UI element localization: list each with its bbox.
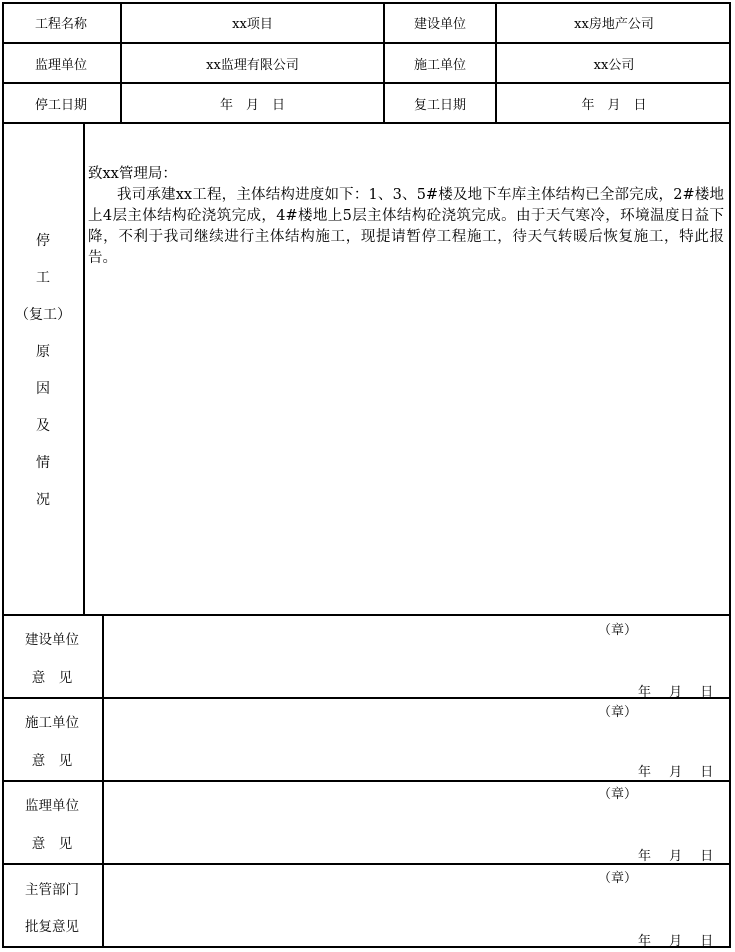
builder-opinion-label: 建设单位 (25, 632, 79, 648)
row-divider (2, 122, 731, 124)
authority-opinion-label: 主管部门 (25, 882, 79, 898)
builder-label: 建设单位 (413, 16, 466, 32)
contractor-opinion-label: 施工单位 (25, 715, 79, 731)
contractor-value: xx公司 (593, 57, 635, 73)
contractor-opinion-label-2: 意 见 (31, 753, 73, 769)
stop-date-value: 年 月 日 (219, 97, 285, 113)
project-name-value: xx项目 (232, 16, 273, 32)
resume-date-value: 年 月 日 (581, 97, 647, 113)
side-char: 及 (36, 418, 50, 434)
side-char: 因 (36, 381, 50, 397)
row-divider (2, 780, 731, 782)
stop-date-label: 停工日期 (34, 97, 87, 113)
project-name-label: 工程名称 (34, 16, 87, 32)
side-char: （复工） (15, 307, 71, 323)
side-char: 情 (36, 455, 50, 471)
supervisor-seal: （章） (598, 787, 638, 802)
side-char: 停 (36, 233, 50, 249)
contractor-label: 施工单位 (413, 57, 466, 73)
contractor-seal: （章） (598, 705, 638, 720)
builder-seal: （章） (598, 623, 638, 638)
row-divider (2, 863, 731, 865)
form-frame (2, 2, 731, 948)
resume-date-label: 复工日期 (413, 97, 466, 113)
supervisor-value: xx监理有限公司 (206, 57, 299, 73)
reason-body (88, 164, 724, 269)
reason-content: 我司承建xx工程，主体结构进度如下：1、3、5#楼及地下车库主体结构已全部完成，2#楼地上4层主体结构砼浇筑完成，4#楼地上5层主体结构砼浇筑完成。由于天气寒冷，环境温度日益下降，不利于我司继续进行主体结构施工，现提请暂停工程施工，待天气转暖后恢复施工，特此报告。 (88, 187, 724, 266)
builder-value: xx房地产公司 (574, 16, 654, 32)
authority-seal: （章） (598, 871, 638, 886)
reason-side-label (2, 122, 84, 614)
builder-opinion-label-2: 意 见 (31, 670, 73, 686)
authority-date: 年 月 日 (638, 934, 714, 949)
supervisor-label: 监理单位 (34, 57, 87, 73)
row-divider (2, 614, 731, 616)
side-char: 原 (36, 344, 50, 360)
side-char: 况 (36, 492, 50, 508)
supervisor-opinion-label: 监理单位 (25, 798, 79, 814)
supervisor-date: 年 月 日 (638, 849, 714, 864)
salutation: 致xx管理局： (88, 166, 177, 182)
authority-opinion-label-2: 批复意见 (25, 919, 79, 935)
contractor-date: 年 月 日 (638, 765, 714, 780)
side-char: 工 (36, 270, 50, 286)
col-divider (102, 614, 104, 948)
builder-date: 年 月 日 (638, 685, 714, 700)
row-divider (2, 697, 731, 699)
supervisor-opinion-label-2: 意 见 (31, 836, 73, 852)
